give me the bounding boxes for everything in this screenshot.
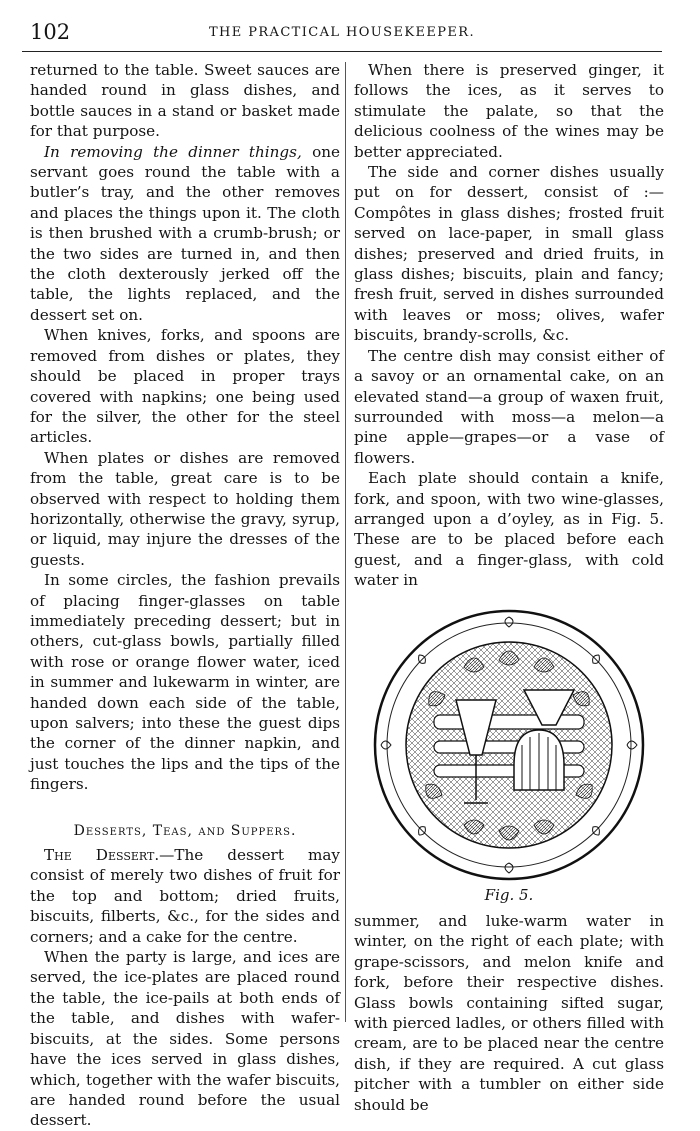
paragraph: When there is preserved ginger, it follows the ices, as it serves to stimulate the palate, so that the delicious coolness of the wines may be better appreciated. [354,61,664,161]
figure-caption: Fig. 5. [484,885,534,904]
paragraph: When the party is large, and ices are served, the ice-plates are placed round the table, the ice-pails at both ends of the table, and dishes with wafer-biscuits, at the sides. Some persons have the ices served in glass dishes, which, together with the wafer biscuits, are handed round before the usual dessert. [30,948,340,1130]
doily-illustration [364,605,654,885]
paragraph: In some circles, the fashion prevails of placing finger-glasses on table immediately preceding dessert; but in others, cut-glass bowls, partially filled with rose or orange flower water, iced in summer and lukewarm in winter, are handed down each side of the table, upon salvers; into these the guest dips the corner of the dinner napkin, and just touches the lips and the tips of the fingers. [30,571,340,794]
paragraph: When knives, forks, and spoons are removed from dishes or plates, they should be placed in proper trays covered with napkins; one being used for the silver, the other for the steel articles. [30,326,340,447]
header-rule [22,51,662,52]
left-column [30,60,340,1131]
paragraph: In removing the dinner things, one servant goes round the table with a butler’s tray, and the other removes and places the things upon it. The cloth is then brushed with a crumb-brush; or the two sides are turned in, and then the cloth dexterously jerked off the table, the lights replaced, and the dessert set on. [30,142,340,324]
paragraph: The side and corner dishes usually put on for dessert, consist of :—Compôtes in glass dishes; frosted fruit served on lace-paper, in small glass dishes; preserved and dried fruits, in glass dishes; biscuits, plain and fancy; fresh fruit, served in dishes surrounded with leaves or moss; olives, wafer biscuits, brandy-scrolls, &c. [354,163,664,345]
figure-5 [354,605,664,905]
page-number: 102 [30,20,71,44]
paragraph: Each plate should contain a knife, fork, and spoon, with two wine-glasses, arranged upon a d’oyley, as in Fig. 5. These are to be placed before each guest, and a finger-glass, with cold water in [354,469,664,590]
right-column [354,60,664,1115]
running-head: THE PRACTICAL HOUSEKEEPER. [208,25,475,40]
section-heading: Desserts, Teas, and Suppers. [73,822,297,839]
run-in-heading: The Dessert. [44,846,160,865]
paragraph: summer, and luke-warm water in winter, on the right of each plate; with grape-scissors, and melon knife and fork, before their respective dishes. Glass bowls containing sifted sugar, with pierced ladles, or others filled with cream, are to be placed near the centre dish, if they are required. A cut glass pitcher with a tumbler on either side should be [354,911,664,1114]
paragraph: The Dessert.—The dessert may consist of merely two dishes of fruit for the top and bottom; dried fruits, biscuits, filberts, &c., for the sides and corners; and a cake for the centre. [30,846,340,946]
italic-lead: In removing the dinner things, [44,142,302,161]
column-divider [345,62,346,1022]
paragraph: returned to the table. Sweet sauces are handed round in glass dishes, and bottle sauces in a stand or basket made for that purpose. [30,61,340,141]
paragraph: When plates or dishes are removed from the table, great care is to be observed with respect to holding them horizontally, otherwise the gravy, syrup, or liquid, may injure the dresses of the guests. [30,448,340,569]
paragraph: The centre dish may consist either of a savoy or an ornamental cake, on an elevated stand—a group of waxen fruit, surrounded with moss—a melon—a pine apple—grapes—or a vase of flowers. [354,346,664,467]
page-header [22,20,662,48]
